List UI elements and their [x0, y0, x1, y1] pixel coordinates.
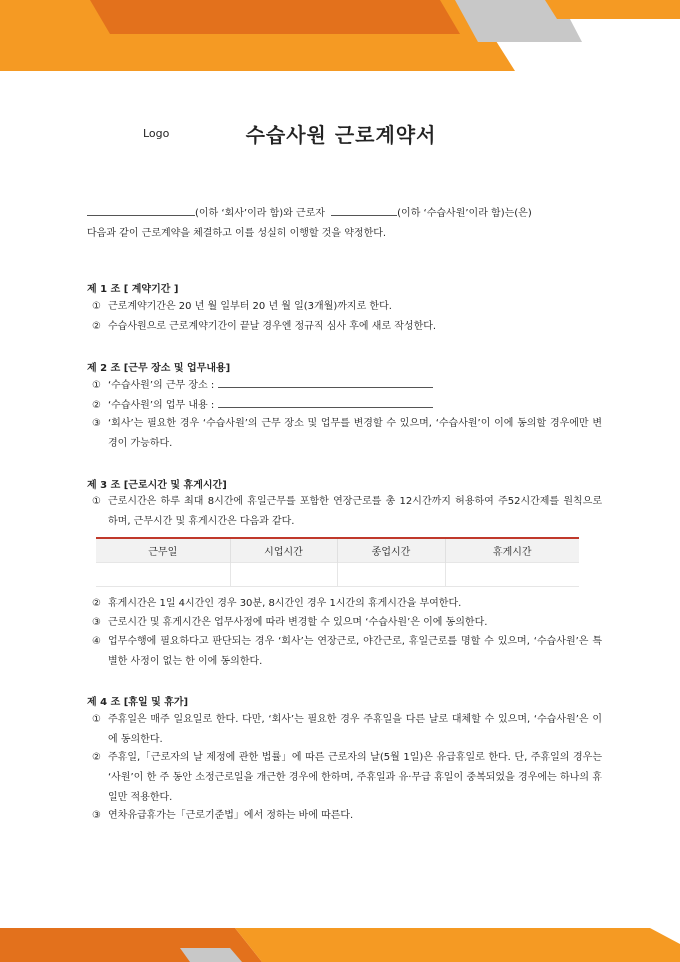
intro-paragraph: [87, 204, 602, 244]
table-row: [96, 562, 579, 586]
start-time-cell[interactable]: [230, 562, 337, 586]
end-time-cell[interactable]: [337, 562, 445, 586]
item-text: 연차유급휴가는「근로기준법」에서 정하는 바에 따른다.: [108, 810, 354, 821]
item-number: ①: [92, 714, 101, 725]
table-header-start-time: 시업시간: [230, 538, 337, 562]
top-right-orange-stripe: [545, 0, 680, 19]
item-text: 근로시간은 하루 최대 8시간에 휴일근무를 포함한 연장근로를 총 12시간까지 허용하여 주52시간제를 원칙으로 하며, 근무시간 및 휴게시간은 다음과 같다.: [108, 496, 602, 527]
article-3-title: 제 3 조 [근로시간 및 휴게시간]: [87, 480, 227, 491]
intro-line2: 다음과 같이 근로계약을 체결하고 이를 성실히 이행할 것을 약정한다.: [87, 228, 387, 239]
workday-cell[interactable]: [96, 562, 230, 586]
table-header-end-time: 종업시간: [337, 538, 445, 562]
page-title: 수습사원 근로계약서: [245, 123, 437, 147]
break-time-cell[interactable]: [445, 562, 579, 586]
item-number: ③: [92, 418, 101, 429]
item-number: ①: [92, 496, 101, 507]
table-header-break-time: 휴게시간: [445, 538, 579, 562]
item-text: 업무수행에 필요하다고 판단되는 경우 ‘회사’는 연장근로, 야간근로, 휴일근로를 명할 수 있으며, ‘수습사원’은 특별한 사정이 없는 한 이에 동의한다.: [108, 636, 602, 667]
article-3-item-2: [92, 594, 602, 614]
article-4-item-3: [92, 806, 602, 826]
article-2-item-2: [92, 396, 602, 416]
bottom-orange-band: [235, 928, 680, 962]
item-text: 근로계약기간은 20 년 월 일부터 20 년 월 일(3개월)까지로 한다.: [108, 301, 392, 312]
article-2-title: 제 2 조 [근무 장소 및 업무내용]: [87, 363, 231, 374]
item-number: ②: [92, 321, 101, 332]
article-3-item-4: [92, 632, 602, 672]
article-3-item-3: [92, 613, 602, 633]
work-place-field[interactable]: [218, 378, 433, 388]
intro-part1: (이하 ‘회사’이라 함)와 근로자: [195, 208, 325, 219]
item-number: ④: [92, 636, 101, 647]
article-1-title: 제 1 조 [ 계약기간 ]: [87, 284, 179, 295]
item-text: 주휴일은 매주 일요일로 한다. 다만, ‘회사’는 필요한 경우 주휴일을 다른 날로 대체할 수 있으며, ‘수습사원’은 이에 동의한다.: [108, 714, 602, 745]
article-3-item-1: [92, 492, 602, 532]
article-2-item-3: [92, 414, 602, 454]
item-text: ‘회사’는 필요한 경우 ‘수습사원’의 근무 장소 및 업무를 변경할 수 있으며, ‘수습사원’이 이에 동의할 경우에만 변경이 가능하다.: [108, 418, 602, 449]
job-description-field[interactable]: [218, 398, 433, 408]
company-name-blank: [87, 206, 195, 216]
item-number: ③: [92, 810, 101, 821]
logo: Logo: [143, 127, 170, 140]
table-header-workday: 근무일: [96, 538, 230, 562]
top-dark-orange-stripe: [90, 0, 460, 34]
item-number: ③: [92, 617, 101, 628]
article-4-item-2: [92, 748, 602, 808]
item-number: ①: [92, 301, 101, 312]
article-4-item-1: [92, 710, 602, 750]
item-text: 근로시간 및 휴게시간은 업무사정에 따라 변경할 수 있으며 ‘수습사원’은 이에 동의한다.: [108, 617, 488, 628]
article-4-title: 제 4 조 [휴일 및 휴가]: [87, 697, 189, 708]
article-1-item-1: [92, 297, 602, 317]
work-hours-table: [96, 537, 579, 587]
item-text: ‘수습사원’의 근무 장소 :: [108, 380, 215, 391]
item-text: 수습사원으로 근로계약기간이 끝날 경우엔 정규직 심사 후에 새로 작성한다.: [108, 321, 437, 332]
employee-name-blank: [331, 206, 397, 216]
item-number: ②: [92, 752, 101, 763]
item-number: ②: [92, 598, 101, 609]
item-text: 주휴일,「근로자의 날 제정에 관한 법률」에 따른 근로자의 날(5월 1일)은 유급휴일로 한다. 단, 주휴일의 경우는 ‘사원’이 한 주 동안 소정근로일을 개근한 경우에 한하며, 주휴일과 유·무급 휴일이 중복되었을 경우에는 하나의 휴일만 적용한다.: [108, 752, 602, 803]
item-text: ‘수습사원’의 업무 내용 :: [108, 400, 215, 411]
item-text: 휴게시간은 1일 4시간인 경우 30분, 8시간인 경우 1시간의 휴게시간을 부여한다.: [108, 598, 462, 609]
article-2-item-1: [92, 376, 602, 396]
article-1-item-2: [92, 317, 602, 337]
item-number: ①: [92, 380, 101, 391]
intro-part2: (이하 ‘수습사원’이라 함)는(은): [397, 208, 532, 219]
item-number: ②: [92, 400, 101, 411]
